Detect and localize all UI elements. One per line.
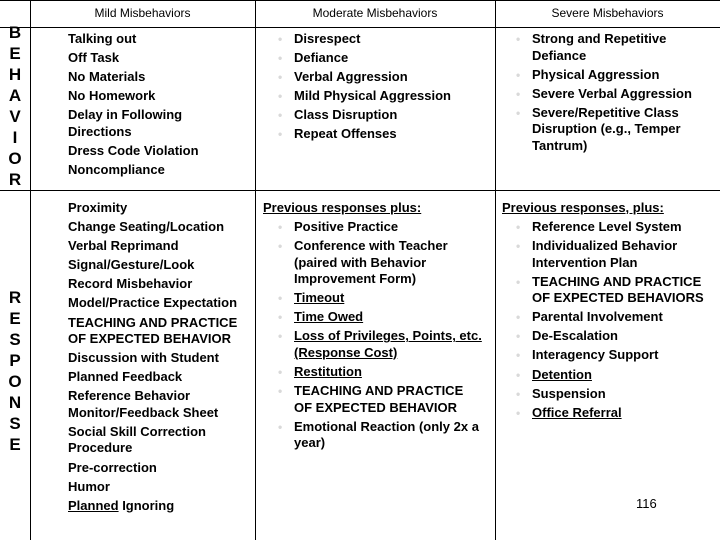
header-severe: Severe Misbehaviors — [551, 6, 664, 20]
list-item — [68, 350, 253, 367]
item-text: TEACHING AND PRACTICE OF EXPECTED BEHAVIOR — [294, 383, 464, 415]
response-severe-list — [532, 219, 714, 424]
page-number: 116 — [636, 496, 657, 511]
item-text: Signal/Gesture/Look — [68, 257, 195, 273]
item-text: Individualized Behavior Intervention Plan — [532, 238, 678, 270]
response-severe-intro: Previous responses, plus: — [502, 200, 664, 215]
list-item: Dress Code Violation — [68, 142, 199, 158]
list-item — [68, 295, 253, 312]
list-item: • Physical Aggression — [532, 67, 712, 84]
item-text: Restitution — [294, 363, 362, 379]
side-letter: S — [9, 414, 21, 433]
side-letter: B — [8, 23, 22, 42]
item-text: Timeout — [294, 290, 345, 306]
list-item: Talking out — [68, 31, 137, 46]
header-divider — [0, 27, 720, 28]
side-letter: E — [9, 309, 21, 328]
side-letter: O — [8, 372, 22, 391]
list-item — [68, 498, 253, 515]
side-letter: S — [9, 330, 21, 349]
item-text: Proximity — [68, 200, 128, 215]
behavior-side-label — [0, 22, 30, 190]
side-letter: V — [9, 107, 21, 126]
side-letter: N — [8, 393, 22, 412]
list-item: • Defiance — [294, 50, 489, 67]
header-mild: Mild Misbehaviors — [94, 6, 191, 20]
item-text: Record Misbehavior — [68, 276, 193, 292]
list-item — [294, 309, 484, 326]
list-item — [294, 383, 484, 416]
item-text: Planned Feedback — [68, 369, 183, 385]
list-item — [68, 369, 253, 386]
response-mild-list — [68, 200, 253, 517]
item-text: Reference Level System — [532, 219, 682, 234]
list-item: No Homework — [68, 88, 156, 104]
list-item — [532, 347, 714, 364]
list-item: • Severe Verbal Aggression — [532, 86, 712, 103]
list-item: No Materials — [68, 69, 146, 85]
item-text: Detention — [532, 366, 592, 382]
list-item: Noncompliance — [68, 162, 165, 178]
list-item — [532, 405, 714, 422]
item-text: Humor — [68, 478, 110, 494]
response-moderate-intro: Previous responses plus: — [263, 200, 422, 215]
list-item: • Strong and Repetitive Defiance — [532, 31, 712, 64]
side-letter: R — [8, 288, 22, 307]
item-text: Reference Behavior Monitor/Feedback Sheet — [68, 388, 219, 420]
side-letter: E — [9, 435, 21, 454]
table-top-border — [0, 0, 720, 1]
item-text: Pre-correction — [68, 459, 157, 475]
list-item — [68, 388, 253, 421]
behavior-mild-list — [68, 31, 248, 181]
list-item: • Disrespect — [294, 31, 489, 48]
list-item — [294, 219, 484, 236]
behavior-moderate-list — [294, 31, 489, 146]
list-item — [68, 276, 253, 293]
item-text: Model/Practice Expectation — [68, 295, 238, 311]
list-item — [294, 419, 484, 452]
item-text: De-Escalation — [532, 328, 618, 344]
item-text: Conference with Teacher (paired with Behavior Improvement Form) — [294, 238, 448, 287]
item-text: Parental Involvement — [532, 309, 663, 325]
item-text: Ignoring — [118, 497, 175, 513]
item-text: Change Seating/Location — [68, 219, 225, 235]
list-item — [68, 460, 253, 477]
side-letter: E — [9, 44, 21, 63]
item-text: Loss of Privileges, Points, etc. (Response Cost) — [294, 328, 482, 360]
item-text: Verbal Reprimand — [68, 238, 179, 254]
behavior-severe-list — [532, 31, 712, 157]
item-text: Time Owed — [294, 309, 364, 325]
list-item: • Class Disruption — [294, 107, 489, 124]
list-item — [294, 238, 484, 288]
item-text: Emotional Reaction (only 2x a year) — [294, 418, 479, 451]
list-item — [68, 424, 253, 457]
side-letter: A — [8, 86, 22, 105]
list-item — [68, 257, 253, 274]
side-letter: P — [9, 351, 21, 370]
list-item: • Severe/Repetitive Class Disruption (e.g., Temper Tantrum) — [532, 105, 712, 155]
list-item — [532, 238, 714, 271]
list-item — [294, 364, 484, 381]
list-item: Off Task — [68, 50, 120, 66]
item-text: TEACHING AND PRACTICE OF EXPECTED BEHAVIOR — [68, 314, 238, 347]
list-item — [294, 328, 484, 361]
list-item — [532, 367, 714, 384]
list-item — [68, 219, 253, 236]
side-letter: I — [12, 128, 18, 147]
list-item — [532, 219, 714, 236]
response-moderate-list — [294, 219, 484, 454]
list-item: • Verbal Aggression — [294, 69, 489, 86]
list-item — [68, 200, 253, 217]
underlined-text: Planned — [68, 497, 119, 513]
item-text: Interagency Support — [532, 347, 659, 363]
list-item — [68, 479, 253, 496]
column-divider-side — [30, 0, 31, 540]
item-text: TEACHING AND PRACTICE OF EXPECTED BEHAVIORS — [532, 273, 704, 306]
side-letter: H — [8, 65, 22, 84]
header-moderate: Moderate Misbehaviors — [312, 6, 438, 20]
side-letter: O — [8, 149, 22, 168]
row-divider — [0, 190, 720, 191]
item-text: Office Referral — [532, 404, 622, 420]
list-item — [532, 309, 714, 326]
item-text: Discussion with Student — [68, 350, 219, 366]
response-side-label — [0, 287, 30, 455]
item-text: Social Skill Correction Procedure — [68, 423, 206, 456]
list-item — [68, 315, 253, 348]
list-item: • Repeat Offenses — [294, 126, 489, 143]
list-item: • Mild Physical Aggression — [294, 88, 489, 105]
item-text: Suspension — [532, 385, 606, 401]
list-item — [532, 328, 714, 345]
column-divider-moderate — [495, 0, 496, 540]
column-divider-mild — [255, 0, 256, 540]
item-text: Positive Practice — [294, 219, 399, 234]
list-item — [68, 238, 253, 255]
side-letter: R — [8, 170, 22, 189]
list-item — [294, 290, 484, 307]
list-item — [532, 386, 714, 403]
list-item: Delay in Following Directions — [68, 107, 183, 139]
list-item — [532, 274, 714, 307]
